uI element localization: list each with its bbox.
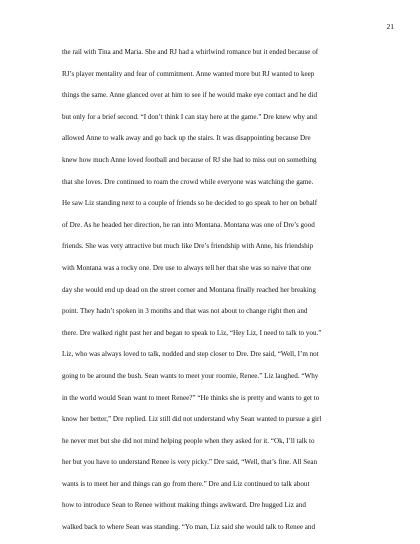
text-line: RJ’s player mentality and fear of commitment. Anne wanted more but RJ wanted to keep: [62, 69, 315, 78]
text-line: but only for a brief second. “I don’t think I can stay here at the game.” Dre knew why and: [62, 112, 317, 121]
text-line: Liz, who was always loved to talk, nodded and step closer to Dre. Dre said, “Well, I’m not: [62, 350, 319, 359]
text-line: He saw Liz standing next to a couple of friends so he decided to go speak to her on behalf: [62, 199, 318, 208]
text-line: point. They hadn’t spoken in 3 months and that was not about to change right then and: [62, 307, 308, 316]
text-line: friends. She was very attractive but much like Dre’s friendship with Anne, his friendship: [62, 242, 314, 251]
text-line: going to be around the bush. Sean wants to meet your roomie, Renee.” Liz laughed. “Why: [62, 371, 319, 380]
text-line: the rail with Tina and Maria. She and RJ had a whirlwind romance but it ended because of: [62, 48, 319, 56]
page-number: 21: [386, 22, 394, 31]
body-text: [62, 42, 378, 539]
text-line: with Montana was a rocky one. Dre use to always tell her that she was so naive that one: [62, 263, 312, 272]
text-line: there. Dre walked right past her and began to speak to Liz, “Hey Liz, I need to talk to you.”: [62, 328, 322, 337]
text-line: he never met but she did not mind helping people when they asked for it. “Ok, I’ll talk to: [62, 436, 315, 445]
text-line: knew how much Anne loved football and because of RJ she had to miss out on something: [62, 155, 317, 164]
text-line: of Dre. As he headed her direction, he ran into Montana. Montana was one of Dre’s good: [62, 220, 315, 229]
text-line: her but you have to understand Renee is very picky.” Dre said, “Well, that’s fine. All Sean: [62, 458, 318, 467]
text-line: in the world would Sean want to meet Renee?” “He thinks she is pretty and wants to get to: [62, 393, 320, 402]
text-line: things the same. Anne glanced over at him to see if he would make eye contact and he did: [62, 91, 318, 100]
text-line: how to introduce Sean to Renee without making things awkward. Dre hugged Liz and: [62, 501, 306, 510]
text-line: allowed Anne to walk away and go back up the stairs. It was disappointing because Dre: [62, 134, 311, 143]
text-line: that she loves. Dre continued to roam the crowd while everyone was watching the game.: [62, 177, 314, 186]
text-line: day she would end up dead on the street corner and Montana finally reached her breaking: [62, 285, 316, 294]
text-line: know her better,” Dre replied. Liz still did not understand why Sean wanted to pursue a girl: [62, 415, 322, 424]
text-line: walked back to where Sean was standing. “Yo man, Liz said she would talk to Renee and: [62, 523, 316, 532]
text-line: wants is to meet her and things can go from there.” Dre and Liz continued to talk about: [62, 479, 310, 488]
